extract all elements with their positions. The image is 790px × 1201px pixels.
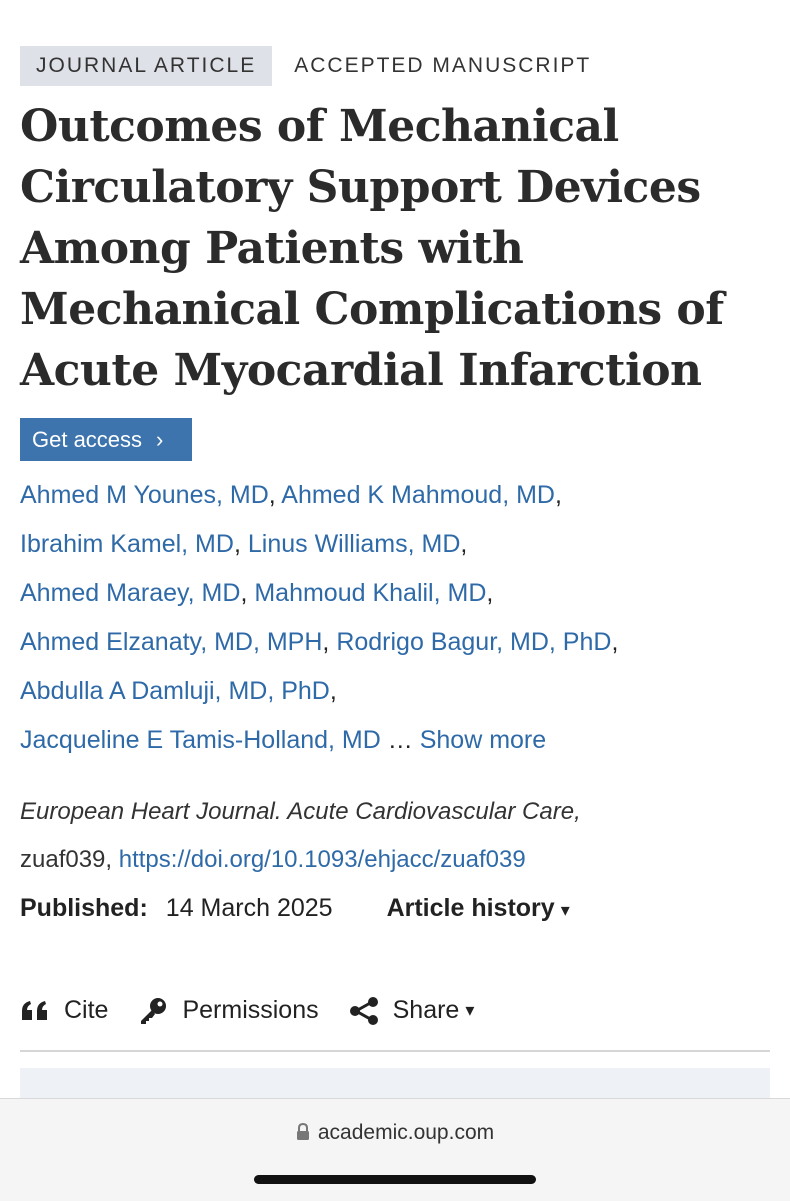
article-type-badge: JOURNAL ARTICLE [20,46,272,86]
title-line: Circulatory Support Devices [20,162,701,213]
citation-line [20,836,581,884]
author-link[interactable]: Linus Williams, MD [247,530,461,558]
url-text: academic.oup.com [317,1121,495,1144]
quote-icon [20,1000,50,1022]
key-icon [138,997,168,1025]
published-date: 14 March 2025 [165,894,333,922]
doi-link[interactable]: https://doi.org/10.1093/ehjacc/zuaf039 [118,846,526,873]
author-link[interactable]: Ahmed Elzanaty, MD, MPH [20,628,323,656]
author-link[interactable]: Ahmed M Younes, MD [20,481,269,509]
home-indicator[interactable] [254,1175,536,1184]
article-tools [20,996,504,1025]
article-title [20,96,760,401]
caret-down-icon: ▾ [560,900,570,920]
article-status-label: ACCEPTED MANUSCRIPT [294,54,592,77]
article-history-toggle[interactable] [387,886,570,932]
author-line: Abdulla A Damluji, MD, PhD, [20,677,337,705]
published-label: Published: [20,894,148,922]
author-line [20,716,770,765]
lock-icon [296,1123,310,1141]
publication-info [20,886,770,932]
show-more-link[interactable]: Show more [419,726,547,754]
share-label: Share [392,996,460,1024]
author-link[interactable]: Abdulla A Damluji, MD, PhD [20,677,330,705]
author-line: Ahmed Maraey, MD, Mahmoud Khalil, MD, [20,579,494,607]
article-history-label: Article history [386,894,555,922]
citation [20,788,581,884]
get-access-button[interactable] [20,418,192,461]
author-link[interactable]: Ahmed K Mahmoud, MD [281,481,555,509]
journal-name: European Heart Journal. Acute Cardiovascular Care, [20,798,581,825]
article-id: zuaf039, [20,846,113,873]
author-line: Ahmed M Younes, MD, Ahmed K Mahmoud, MD, [20,481,562,509]
url-display[interactable] [0,1121,790,1145]
author-link[interactable]: Ibrahim Kamel, MD [20,530,234,558]
authors-ellipsis: … [380,726,420,754]
get-access-label: Get access [32,427,143,452]
permissions-button[interactable] [138,996,318,1025]
author-link[interactable]: Mahmoud Khalil, MD [254,579,487,607]
title-line: Acute Myocardial Infarction [20,345,702,396]
title-line: Mechanical Complications of [20,284,724,335]
share-icon [349,997,379,1025]
browser-address-bar [0,1098,790,1201]
title-line: Among Patients with [20,223,524,274]
divider [20,1050,770,1052]
caret-down-icon: ▾ [465,1000,475,1020]
chevron-right-icon: › [156,427,164,452]
author-link[interactable]: Rodrigo Bagur, MD, PhD [336,628,612,656]
cite-button[interactable] [20,996,108,1025]
author-line: Ibrahim Kamel, MD, Linus Williams, MD, [20,530,468,558]
author-line: Ahmed Elzanaty, MD, MPH, Rodrigo Bagur, MD, PhD, [20,628,619,656]
title-line: Outcomes of Mechanical [20,101,619,152]
share-button[interactable] [349,996,475,1025]
permissions-label: Permissions [182,996,319,1024]
cite-label: Cite [64,996,109,1024]
article-badges [20,46,591,86]
author-link[interactable]: Jacqueline E Tamis-Holland, MD [20,726,381,754]
author-list [20,471,770,765]
author-link[interactable]: Ahmed Maraey, MD [20,579,241,607]
